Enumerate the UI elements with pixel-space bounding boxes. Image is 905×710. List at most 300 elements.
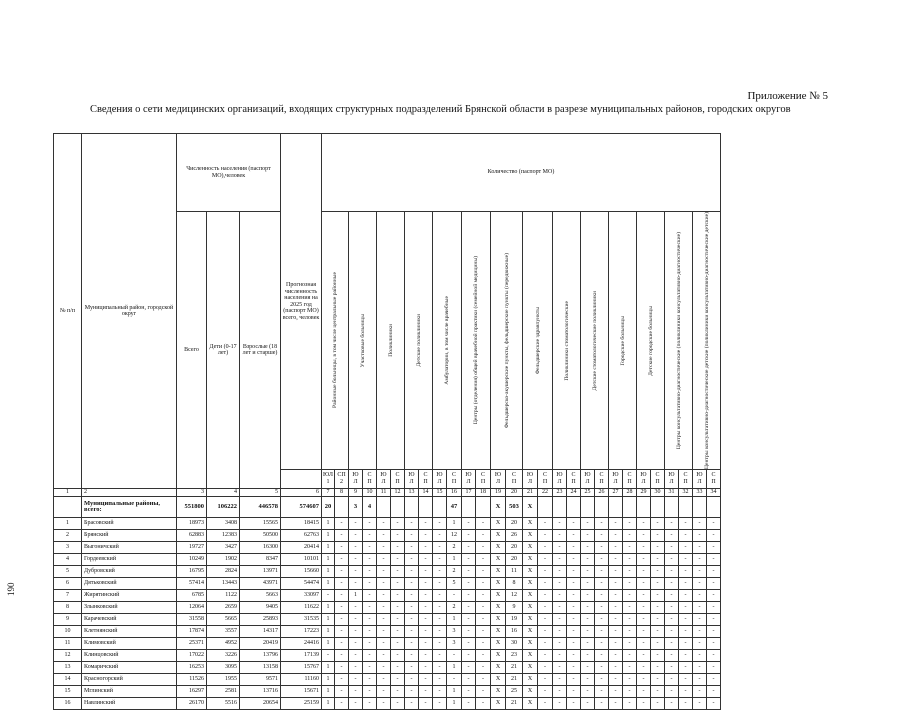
- table-cell: -: [377, 590, 391, 602]
- table-cell: 62883: [177, 530, 207, 542]
- district-name: Дубровский: [82, 566, 177, 578]
- total-cell: [405, 497, 419, 518]
- table-cell: -: [567, 662, 581, 674]
- total-cell: [476, 497, 491, 518]
- table-cell: 2824: [207, 566, 240, 578]
- header-subcol-part: Ю: [612, 472, 619, 478]
- header-type-label: Фельдшерско-акушерские пункты, фельдшерские пункты (передвижные): [503, 252, 510, 429]
- table-cell: -: [538, 578, 553, 590]
- table-cell: -: [462, 578, 476, 590]
- district-name: Дятьковский: [82, 578, 177, 590]
- header-type-12: [637, 212, 665, 470]
- table-cell: -: [433, 566, 447, 578]
- table-cell: 3427: [207, 542, 240, 554]
- table-cell: -: [693, 542, 707, 554]
- header-type-label: Амбулатории, в том числе врачебные: [444, 296, 450, 385]
- table-cell: -: [405, 686, 419, 698]
- table-cell: -: [433, 650, 447, 662]
- header-subcol-part: Л: [585, 479, 590, 485]
- table-cell: -: [419, 566, 433, 578]
- table-cell: -: [405, 674, 419, 686]
- header-type-10: [581, 212, 609, 470]
- header-subcol-part: П: [451, 479, 457, 485]
- header-type-5: [433, 212, 462, 470]
- table-cell: -: [553, 542, 567, 554]
- table-cell: 11: [506, 566, 523, 578]
- header-subcol: [377, 470, 391, 489]
- table-cell: -: [581, 578, 595, 590]
- table-cell: 25159: [281, 698, 322, 710]
- table-cell: -: [476, 566, 491, 578]
- table-cell: 15767: [281, 662, 322, 674]
- table-cell: -: [637, 626, 651, 638]
- table-cell: -: [651, 614, 665, 626]
- table-cell: 1: [322, 602, 335, 614]
- table-cell: 5663: [240, 590, 281, 602]
- table-cell: -: [609, 686, 623, 698]
- table-cell: -: [665, 602, 679, 614]
- header-type-11: [609, 212, 637, 470]
- table-cell: -: [679, 530, 693, 542]
- table-cell: X: [491, 650, 506, 662]
- total-cell: 574607: [281, 497, 322, 518]
- table-cell: -: [637, 662, 651, 674]
- header-subcol-part: ЮЛ: [323, 472, 333, 478]
- table-cell: -: [335, 602, 349, 614]
- table-cell: 1: [322, 614, 335, 626]
- table-cell: -: [391, 662, 405, 674]
- header-subcol: [506, 470, 523, 489]
- table-cell: 10249: [177, 554, 207, 566]
- table-cell: -: [349, 542, 363, 554]
- table-cell: -: [433, 518, 447, 530]
- table-cell: -: [447, 590, 462, 602]
- table-cell: 1: [322, 662, 335, 674]
- table-cell: 21: [506, 698, 523, 710]
- header-subcol-part: С: [683, 472, 688, 478]
- table-cell: -: [595, 698, 609, 710]
- table-cell: -: [553, 638, 567, 650]
- district-name: Навлинский: [82, 698, 177, 710]
- header-subcol-part: Ю: [584, 472, 591, 478]
- table-cell: -: [433, 662, 447, 674]
- table-cell: -: [405, 530, 419, 542]
- table-cell: -: [462, 614, 476, 626]
- table-cell: -: [447, 650, 462, 662]
- table-cell: -: [405, 554, 419, 566]
- header-subcol-part: Л: [557, 479, 562, 485]
- table-cell: -: [391, 542, 405, 554]
- table-cell: -: [349, 662, 363, 674]
- table-cell: 1: [322, 626, 335, 638]
- header-col-number: 26: [595, 489, 609, 497]
- header-subcol: [476, 470, 491, 489]
- table-cell: 15671: [281, 686, 322, 698]
- table-cell: 20: [506, 542, 523, 554]
- table-cell: -: [693, 566, 707, 578]
- header-col-number: 28: [623, 489, 637, 497]
- table-cell: -: [363, 542, 377, 554]
- table-cell: X: [523, 578, 538, 590]
- table-cell: -: [405, 662, 419, 674]
- table-cell: -: [665, 698, 679, 710]
- table-cell: -: [567, 530, 581, 542]
- table-cell: -: [391, 626, 405, 638]
- total-cell: [651, 497, 665, 518]
- table-cell: 17139: [281, 650, 322, 662]
- header-subcol: [637, 470, 651, 489]
- row-number: 10: [54, 626, 82, 638]
- header-col-number: 32: [679, 489, 693, 497]
- header-type-6: [462, 212, 491, 470]
- table-cell: -: [567, 518, 581, 530]
- district-name: Клетнянский: [82, 626, 177, 638]
- table-cell: -: [419, 674, 433, 686]
- table-cell: -: [538, 650, 553, 662]
- total-np-cell: [54, 497, 82, 518]
- table-cell: 1: [447, 698, 462, 710]
- table-cell: -: [665, 554, 679, 566]
- table-cell: -: [476, 554, 491, 566]
- header-subcol-part: С: [627, 472, 632, 478]
- table-cell: -: [349, 530, 363, 542]
- table-cell: -: [335, 662, 349, 674]
- header-subcol: [538, 470, 553, 489]
- table-cell: -: [462, 638, 476, 650]
- header-subcol: [665, 470, 679, 489]
- header-subcol-part: Л: [613, 479, 618, 485]
- table-cell: 24416: [281, 638, 322, 650]
- total-cell: [567, 497, 581, 518]
- table-cell: -: [462, 566, 476, 578]
- table-cell: -: [349, 578, 363, 590]
- table-cell: -: [335, 518, 349, 530]
- table-cell: 19: [506, 614, 523, 626]
- table-cell: -: [335, 578, 349, 590]
- header-col-number: 21: [523, 489, 538, 497]
- table-cell: -: [538, 554, 553, 566]
- table-cell: -: [665, 530, 679, 542]
- table-cell: -: [679, 674, 693, 686]
- table-cell: X: [523, 542, 538, 554]
- table-cell: -: [433, 614, 447, 626]
- total-cell: [391, 497, 405, 518]
- district-name: Брасовский: [82, 518, 177, 530]
- header-subcol-part: П: [599, 479, 604, 485]
- header-subcol: [491, 470, 506, 489]
- header-subcol-part: П: [571, 479, 576, 485]
- table-cell: -: [595, 638, 609, 650]
- table-cell: X: [491, 554, 506, 566]
- table-row: [54, 626, 721, 638]
- header-subcol: [595, 470, 609, 489]
- table-cell: -: [462, 542, 476, 554]
- table-cell: -: [665, 518, 679, 530]
- table-cell: -: [349, 686, 363, 698]
- table-cell: -: [707, 554, 721, 566]
- total-cell: [609, 497, 623, 518]
- table-cell: -: [363, 686, 377, 698]
- table-cell: -: [322, 590, 335, 602]
- total-cell: 4: [363, 497, 377, 518]
- table-cell: -: [637, 566, 651, 578]
- header-subcol-part: Л: [437, 479, 442, 485]
- header-col-number: 9: [349, 489, 363, 497]
- table-cell: 18415: [281, 518, 322, 530]
- table-cell: -: [391, 614, 405, 626]
- header-type-7: [491, 212, 523, 470]
- table-cell: -: [651, 518, 665, 530]
- header-subcol-part: Л: [697, 479, 702, 485]
- table-cell: -: [538, 602, 553, 614]
- table-cell: 15660: [281, 566, 322, 578]
- header-np: № п/п: [54, 134, 82, 489]
- table-cell: -: [349, 674, 363, 686]
- table-cell: 33097: [281, 590, 322, 602]
- table-cell: 57414: [177, 578, 207, 590]
- header-col-number: 10: [363, 489, 377, 497]
- total-cell: [693, 497, 707, 518]
- table-cell: -: [476, 650, 491, 662]
- table-cell: 17223: [281, 626, 322, 638]
- header-subcol: [391, 470, 405, 489]
- table-cell: 5665: [207, 614, 240, 626]
- header-type-9: [553, 212, 581, 470]
- table-cell: -: [363, 530, 377, 542]
- table-cell: -: [419, 530, 433, 542]
- table-cell: 2659: [207, 602, 240, 614]
- total-cell: [595, 497, 609, 518]
- table-cell: -: [581, 698, 595, 710]
- table-cell: -: [637, 518, 651, 530]
- table-cell: 13716: [240, 686, 281, 698]
- table-cell: -: [679, 602, 693, 614]
- table-cell: X: [491, 518, 506, 530]
- table-cell: X: [523, 686, 538, 698]
- table-cell: -: [567, 554, 581, 566]
- table-cell: -: [349, 566, 363, 578]
- table-cell: X: [523, 698, 538, 710]
- table-cell: -: [335, 566, 349, 578]
- header-subcol-part: Ю: [465, 472, 472, 478]
- table-cell: -: [679, 518, 693, 530]
- table-cell: -: [433, 530, 447, 542]
- table-cell: -: [637, 650, 651, 662]
- header-col-number: 33: [693, 489, 707, 497]
- table-cell: -: [335, 542, 349, 554]
- table-cell: -: [665, 674, 679, 686]
- table-cell: -: [377, 638, 391, 650]
- table-cell: 1: [322, 566, 335, 578]
- table-cell: -: [349, 554, 363, 566]
- header-subcol-part: П: [711, 479, 716, 485]
- table-cell: -: [377, 626, 391, 638]
- header-population-group: Численность населения (паспорт МО),человек: [177, 134, 281, 212]
- table-cell: 17022: [177, 650, 207, 662]
- table-cell: X: [491, 542, 506, 554]
- table-cell: X: [491, 674, 506, 686]
- table-cell: -: [567, 698, 581, 710]
- header-subcol-part: С: [395, 472, 400, 478]
- header-subcol-part: П: [423, 479, 428, 485]
- table-cell: -: [377, 686, 391, 698]
- table-cell: -: [567, 674, 581, 686]
- table-cell: -: [538, 518, 553, 530]
- table-cell: -: [538, 626, 553, 638]
- table-cell: -: [462, 518, 476, 530]
- table-cell: -: [623, 542, 637, 554]
- table-cell: -: [349, 698, 363, 710]
- district-name: Гордеевский: [82, 554, 177, 566]
- table-cell: -: [679, 578, 693, 590]
- table-cell: -: [609, 698, 623, 710]
- table-cell: X: [491, 530, 506, 542]
- total-cell: [637, 497, 651, 518]
- table-cell: -: [623, 578, 637, 590]
- table-cell: X: [523, 674, 538, 686]
- table-cell: -: [567, 590, 581, 602]
- table-cell: -: [693, 650, 707, 662]
- header-subcol-part: П: [542, 479, 548, 485]
- table-row: [54, 674, 721, 686]
- table-cell: 8: [506, 578, 523, 590]
- table-cell: 1: [447, 662, 462, 674]
- header-subcol: [693, 470, 707, 489]
- table-row: [54, 614, 721, 626]
- table-cell: -: [707, 602, 721, 614]
- table-cell: 3: [447, 638, 462, 650]
- table-cell: -: [637, 602, 651, 614]
- header-subcol-part: Л: [495, 479, 501, 485]
- total-cell: [462, 497, 476, 518]
- table-cell: -: [391, 698, 405, 710]
- total-cell: [335, 497, 349, 518]
- table-cell: -: [679, 590, 693, 602]
- table-cell: -: [623, 698, 637, 710]
- total-cell: 106222: [207, 497, 240, 518]
- table-cell: -: [391, 578, 405, 590]
- table-cell: 17874: [177, 626, 207, 638]
- table-cell: -: [419, 518, 433, 530]
- district-name: Карачевский: [82, 614, 177, 626]
- table-cell: -: [419, 626, 433, 638]
- table-cell: -: [665, 542, 679, 554]
- table-cell: -: [405, 614, 419, 626]
- table-cell: -: [665, 686, 679, 698]
- row-number: 5: [54, 566, 82, 578]
- table-cell: -: [693, 698, 707, 710]
- table-cell: 9405: [240, 602, 281, 614]
- header-col-number: 23: [553, 489, 567, 497]
- table-cell: -: [609, 554, 623, 566]
- row-number: 11: [54, 638, 82, 650]
- table-cell: -: [462, 650, 476, 662]
- header-col-number: 11: [377, 489, 391, 497]
- total-cell: 3: [349, 497, 363, 518]
- table-cell: -: [476, 674, 491, 686]
- table-cell: -: [433, 554, 447, 566]
- header-subcol-part: Ю: [668, 472, 675, 478]
- table-cell: -: [679, 650, 693, 662]
- table-cell: -: [476, 698, 491, 710]
- table-cell: 31558: [177, 614, 207, 626]
- table-cell: -: [419, 590, 433, 602]
- table-cell: -: [581, 674, 595, 686]
- table-cell: -: [462, 674, 476, 686]
- table-cell: -: [405, 602, 419, 614]
- table-cell: -: [637, 614, 651, 626]
- header-district: Муниципальный район, городской округ: [82, 134, 177, 489]
- table-cell: -: [707, 530, 721, 542]
- header-col-number: 5: [240, 489, 281, 497]
- header-col-number: 18: [476, 489, 491, 497]
- table-cell: 3226: [207, 650, 240, 662]
- table-cell: -: [637, 530, 651, 542]
- table-cell: -: [679, 614, 693, 626]
- table-cell: -: [595, 554, 609, 566]
- district-name: Выгоничский: [82, 542, 177, 554]
- table-cell: X: [523, 554, 538, 566]
- table-cell: X: [491, 566, 506, 578]
- table-cell: -: [335, 530, 349, 542]
- table-cell: -: [623, 638, 637, 650]
- table-cell: -: [476, 578, 491, 590]
- table-row: [54, 542, 721, 554]
- table-cell: -: [553, 578, 567, 590]
- table-cell: X: [523, 602, 538, 614]
- table-cell: 50500: [240, 530, 281, 542]
- table-cell: -: [433, 638, 447, 650]
- table-cell: -: [433, 590, 447, 602]
- header-subcol: [405, 470, 419, 489]
- header-subcol-part: 2: [340, 479, 343, 485]
- table-cell: -: [476, 542, 491, 554]
- header-subcol-part: Ю: [352, 472, 359, 478]
- table-cell: -: [419, 698, 433, 710]
- table-cell: -: [335, 614, 349, 626]
- table-cell: 1: [322, 530, 335, 542]
- table-cell: -: [433, 578, 447, 590]
- header-subcol-part: С: [451, 472, 456, 478]
- table-cell: -: [623, 602, 637, 614]
- row-number: 1: [54, 518, 82, 530]
- total-cell: [623, 497, 637, 518]
- table-cell: -: [363, 566, 377, 578]
- table-cell: 19727: [177, 542, 207, 554]
- header-type-label: Поликлиники: [387, 324, 394, 357]
- table-cell: -: [609, 530, 623, 542]
- table-cell: -: [651, 674, 665, 686]
- table-cell: -: [363, 626, 377, 638]
- table-cell: -: [405, 626, 419, 638]
- table-cell: 1: [349, 590, 363, 602]
- table-cell: -: [538, 530, 553, 542]
- table-cell: 20: [506, 554, 523, 566]
- table-cell: -: [553, 698, 567, 710]
- table-cell: -: [538, 566, 553, 578]
- table-cell: -: [538, 614, 553, 626]
- table-cell: 12: [447, 530, 462, 542]
- table-cell: -: [553, 626, 567, 638]
- table-cell: -: [462, 554, 476, 566]
- table-cell: -: [595, 674, 609, 686]
- table-cell: -: [322, 650, 335, 662]
- table-cell: 21: [506, 674, 523, 686]
- header-type-label: Детские поликлиники: [415, 314, 422, 367]
- table-cell: 16253: [177, 662, 207, 674]
- table-cell: -: [637, 674, 651, 686]
- table-cell: -: [567, 566, 581, 578]
